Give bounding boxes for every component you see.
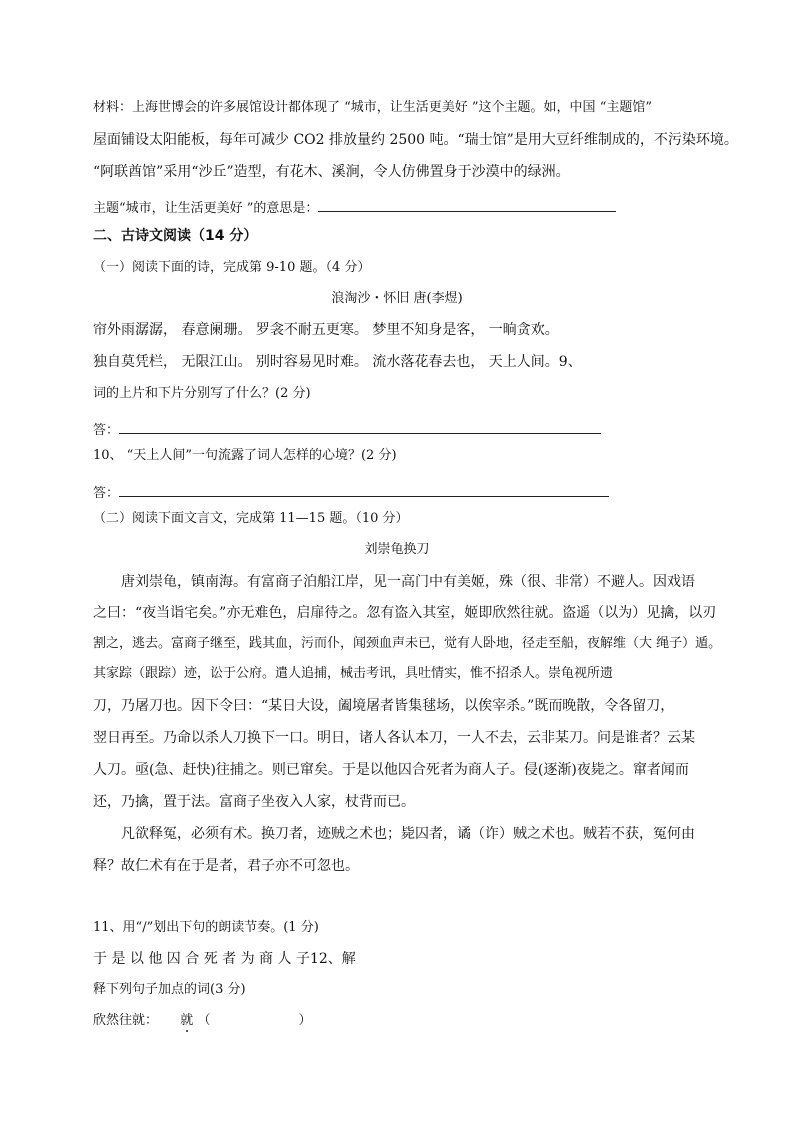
question-9: 词的上片和下片分别写了什么？(2 分) xyxy=(93,386,311,401)
answer-blank[interactable] xyxy=(318,198,616,212)
prose-title: 刘崇龟换刀 xyxy=(364,542,430,557)
prose-line: 刀，乃屠刀也。因下令曰：“某日大设，阖境屠者皆集毬场，以俟宰杀。”既而晚散，令各留刀， xyxy=(93,698,675,714)
question-12-item xyxy=(93,1014,311,1027)
prose-line: 唐刘崇龟，镇南海。有富商子泊船江岸，见一高门中有美姬，殊（很、非常）不避人。因戏语 xyxy=(121,574,695,590)
answer-label: 答： xyxy=(93,423,120,438)
section-heading: 二、古诗文阅读（14 分） xyxy=(93,228,258,244)
poem-line-1: 帘外雨潺潺， 春意阑珊。 罗衾不耐五更寒。 梦里不知身是客， 一晌贪欢。 xyxy=(93,322,559,338)
dotted-word: 就 xyxy=(180,1013,194,1028)
question-11-sentence: 于 是 以 他 囚 合 死 者 为 商 人 子12、解 xyxy=(93,951,356,967)
part1-intro: （一）阅读下面的诗，完成第 9-10 题。（4 分） xyxy=(93,260,371,275)
poem-line-2: 独自莫凭栏， 无限江山。 别时容易见时难。 流水落花春去也， 天上人间。9、 xyxy=(93,354,582,370)
material-line-1: 材料：上海世博会的许多展馆设计都体现了 “城市，让生活更美好 ”这个主题。如，中国 “主题馆” xyxy=(93,100,652,115)
prose-line: 翌日再至。乃命以杀人刀换下一口。明日，诸人各认本刀，一人不去，云非某刀。问是谁者？云某 xyxy=(93,730,695,746)
prose-line: 其家踪（跟踪）迹，讼于公府。遣人追捕，械击考讯，具吐情实，惟不招杀人。崇龟视所遗 xyxy=(93,666,614,681)
paren-open: （ xyxy=(197,1013,211,1028)
question-11: 11、用“/”划出下句的朗读节奏。(1 分) xyxy=(93,920,319,935)
prose-line: 还，乃擒，置于法。富商子坐夜入人家，杖背而已。 xyxy=(93,794,415,810)
prose-line: 割之，逃去。富商子继至，践其血，污而仆，闻颈血声未已，觉有人卧地，径走至船，夜解维（大 绳子）遁。 xyxy=(93,636,722,651)
material-question xyxy=(93,198,616,215)
material-question-text: 主题“城市，让生活更美好 ”的意思是： xyxy=(93,201,319,216)
material-line-3: “阿联酋馆”采用“沙丘”造型，有花木、溪涧，令人仿佛置身于沙漠中的绿洲。 xyxy=(93,164,570,180)
question-10: 10、 “天上人间”一句流露了词人怎样的心境？(2 分) xyxy=(93,448,397,463)
question-12: 释下列句子加点的词(3 分) xyxy=(93,982,246,997)
answer-blank-9[interactable] xyxy=(119,420,601,434)
question-12-item-label: 欣然往就： xyxy=(93,1013,159,1028)
answer-label: 答： xyxy=(93,486,120,501)
answer-line-10 xyxy=(93,483,609,500)
answer-blank-10[interactable] xyxy=(119,483,609,497)
part2-intro: （二）阅读下面文言文，完成第 11—15 题。（10 分） xyxy=(93,511,409,526)
prose-line: 凡欲释冤，必须有术。换刀者，迹贼之术也；毙囚者，谲（诈）贼之术也。贼若不获，冤何由 xyxy=(121,826,695,842)
answer-line-9 xyxy=(93,420,601,437)
prose-line: 人刀。亟(急、赶快)往捕之。则已窜矣。于是以他囚合死者为商人子。侵(逐渐)夜毙之。窜者闻而 xyxy=(93,762,689,778)
prose-line: 释？故仁术有在于是者，君子亦不可忽也。 xyxy=(93,858,359,874)
material-line-2: 屋面铺设太阳能板，每年可减少 CO2 排放量约 2500 吨。“瑞士馆”是用大豆纤维制成的，不污染环境。 xyxy=(93,132,738,148)
paren-close: ） xyxy=(298,1013,312,1028)
poem-title: 浪淘沙・怀旧 唐(李煜) xyxy=(331,291,463,306)
prose-line: 之曰：“夜当诣宅矣。”亦无难色，启扉待之。忽有盗入其室，姬即欣然往就。盗遥（以为）见擒，以刃 xyxy=(93,605,717,621)
